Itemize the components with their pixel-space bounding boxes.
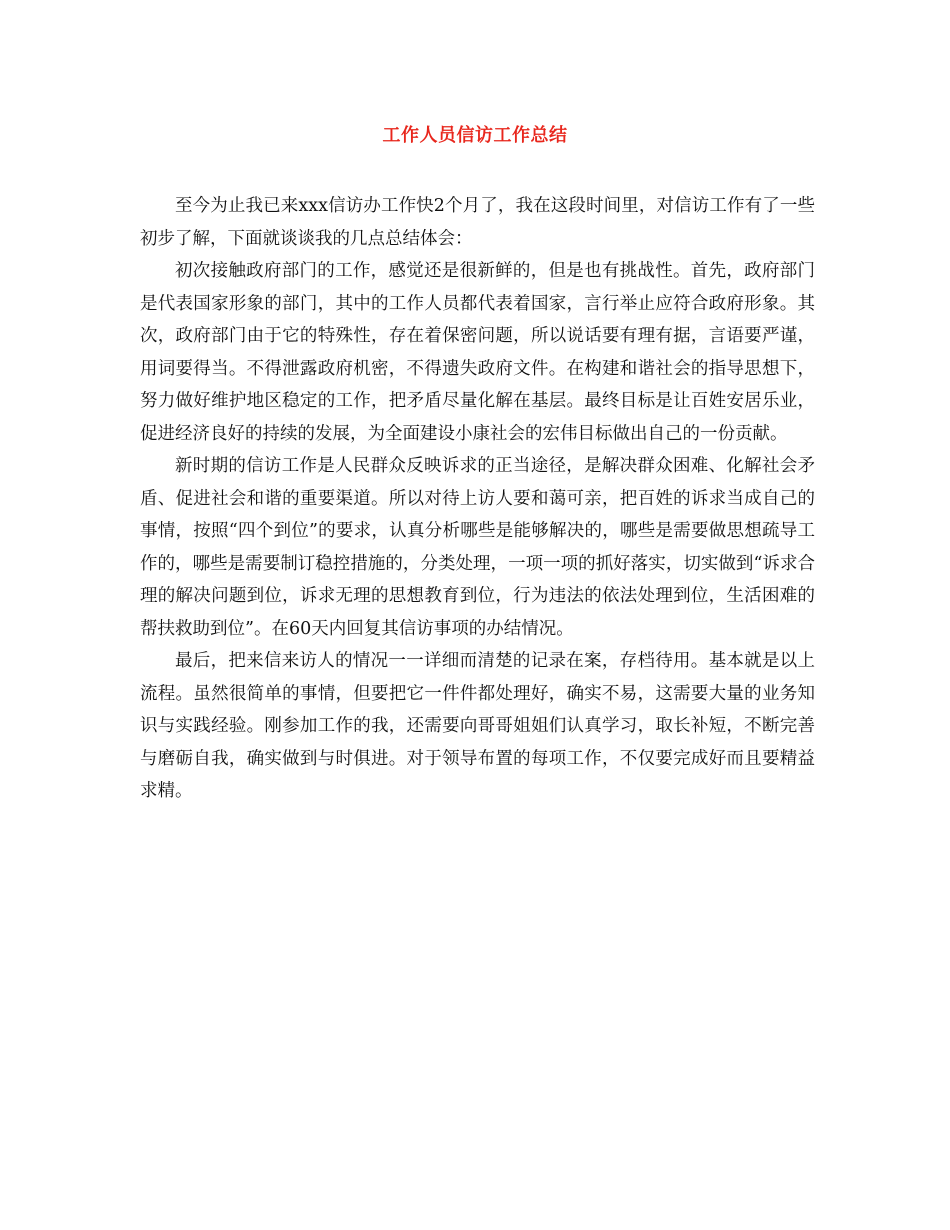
document-body (140, 190, 815, 808)
document-title: 工作人员信访工作总结 (382, 125, 568, 146)
paragraph-petition-work: 新时期的信访工作是人民群众反映诉求的正当途径，是解决群众困难、化解社会矛盾、促进社会和谐的重要渠道。所以对待上访人要和蔼可亲，把百姓的诉求当成自己的事情，按照“四个到位”的要求，认真分析哪些是能够解决的，哪些是需要做思想疏导工作的，哪些是需要制订稳控措施的，分类处理，一项一项的抓好落实，切实做到“诉求合理的解决问题到位，诉求无理的思想教育到位，行为违法的依法处理到位，生活困难的帮扶救助到位”。在60天内回复其信访事项的办结情况。 (140, 456, 815, 639)
paragraph-intro: 至今为止我已来xxx信访办工作快2个月了，我在这段时间里，对信访工作有了一些初步了解，下面就谈谈我的几点总结体会： (140, 196, 815, 249)
paragraph-first-impressions: 初次接触政府部门的工作，感觉还是很新鲜的，但是也有挑战性。首先，政府部门是代表国家形象的部门，其中的工作人员都代表着国家，言行举止应符合政府形象。其次，政府部门由于它的特殊性，存在着保密问题，所以说话要有理有据，言语要严谨，用词要得当。不得泄露政府机密，不得遗失政府文件。在构建和谐社会的指导思想下，努力做好维护地区稳定的工作，把矛盾尽量化解在基层。最终目标是让百姓安居乐业，促进经济良好的持续的发展，为全面建设小康社会的宏伟目标做出自己的一份贡献。 (140, 261, 815, 444)
paragraph-conclusion: 最后，把来信来访人的情况一一详细而清楚的记录在案，存档待用。基本就是以上流程。虽然很简单的事情，但要把它一件件都处理好，确实不易，这需要大量的业务知识与实践经验。刚参加工作的我，还需要向哥哥姐姐们认真学习，取长补短，不断完善与磨砺自我，确实做到与时俱进。对于领导布置的每项工作，不仅要完成好而且要精益求精。 (140, 651, 815, 801)
